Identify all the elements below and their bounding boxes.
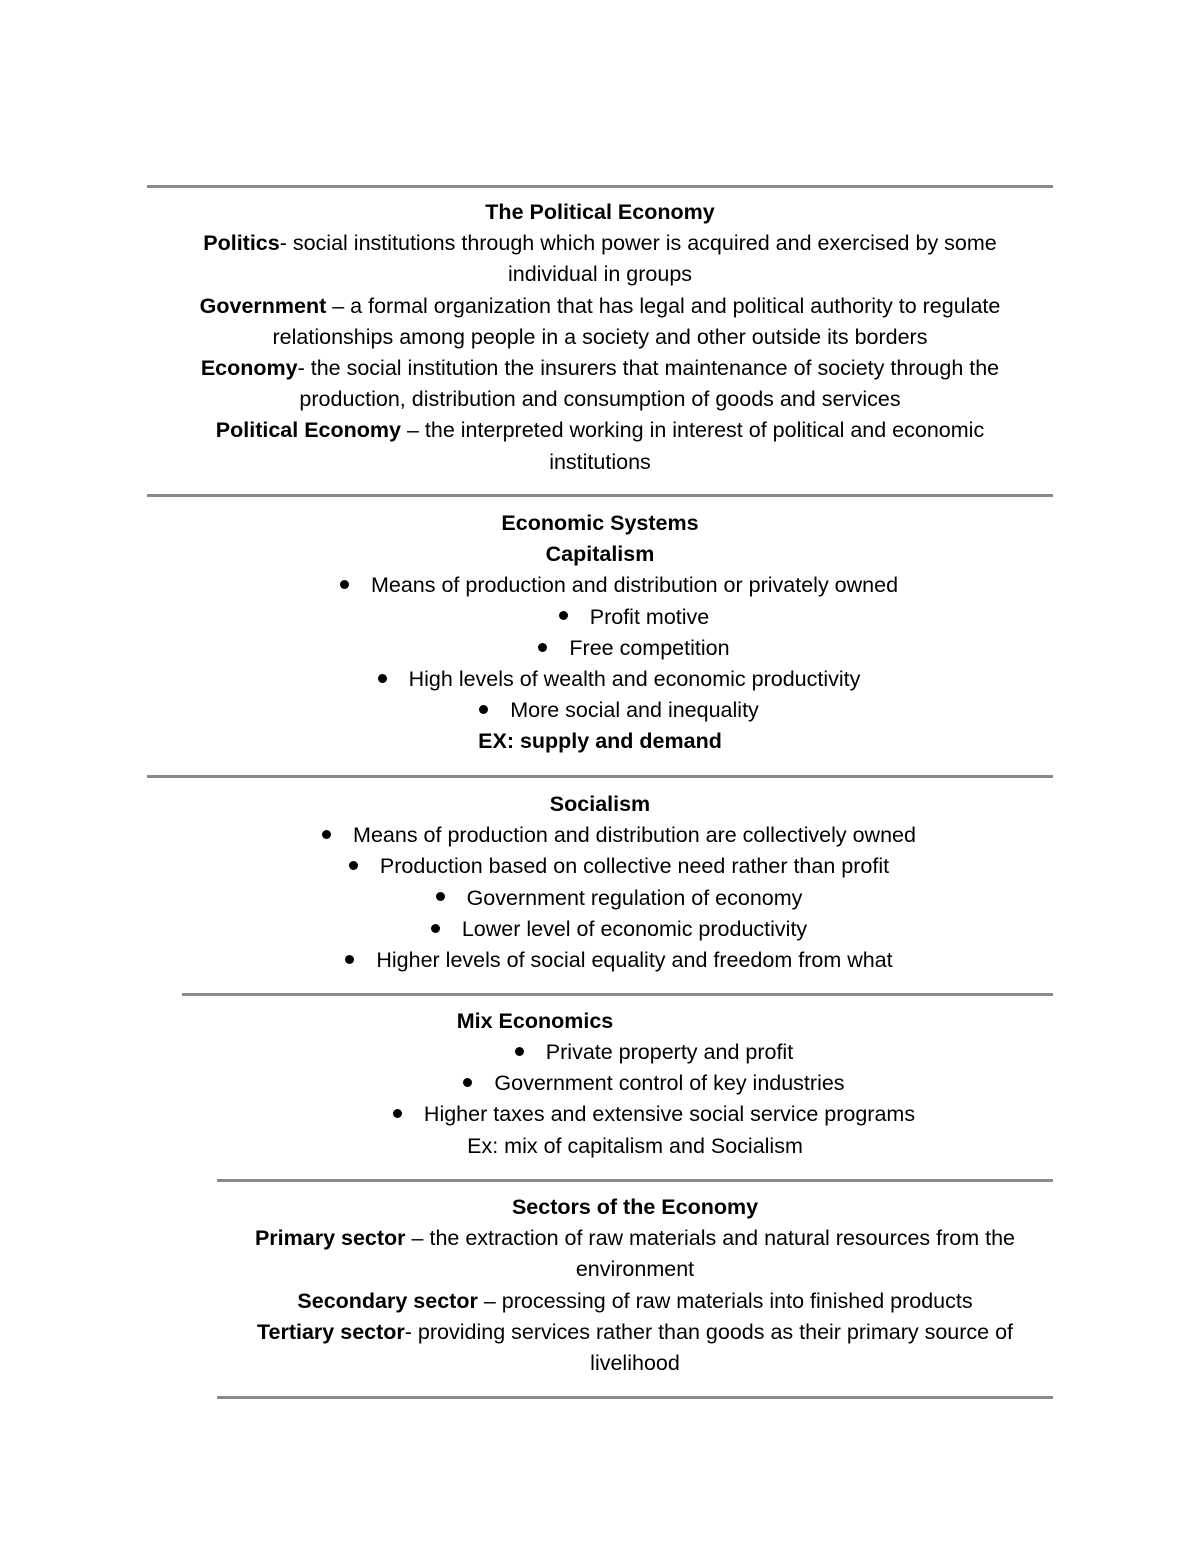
definition-term: Government: [199, 293, 327, 318]
divider-sectors-bottom: [217, 1396, 1053, 1399]
bullet-icon: [479, 705, 488, 714]
definition-text: – the extraction of raw materials and natural resources from the environment: [405, 1226, 1016, 1282]
section-subtitle: Capitalism: [545, 542, 655, 567]
list-item: [150, 664, 1050, 695]
list-item: [150, 633, 1050, 664]
bullet-icon: [322, 830, 331, 839]
list-item-text: Free competition: [569, 635, 730, 660]
bullet-icon: [436, 892, 445, 901]
bullet-icon: [349, 861, 358, 870]
definition-primary-sector: [217, 1223, 1053, 1285]
section-title: Socialism: [549, 792, 651, 816]
mix-economics-bullet-list: [185, 1037, 1085, 1131]
socialism-section: [150, 789, 1050, 976]
list-item: [150, 914, 1050, 945]
list-item: [150, 945, 1050, 976]
section-title: Sectors of the Economy: [511, 1195, 759, 1219]
list-item-text: Government control of key industries: [494, 1071, 845, 1096]
definition-term: Economy: [200, 356, 298, 381]
definition-government: [150, 291, 1050, 353]
list-item-text: Higher levels of social equality and freedom from what: [376, 948, 893, 973]
list-item: [185, 1099, 1085, 1130]
section-title: The Political Economy: [485, 200, 715, 224]
list-item: [150, 602, 1050, 633]
list-item: [150, 883, 1050, 914]
list-item-text: Private property and profit: [545, 1040, 794, 1064]
capitalism-bullet-list: [150, 570, 1050, 726]
list-item: [185, 1037, 1085, 1068]
definition-text: - providing services rather than goods as their primary source of livelihood: [404, 1319, 1014, 1376]
bullet-icon: [345, 955, 354, 964]
list-item-text: Production based on collective need rather than profit: [379, 854, 890, 879]
list-item-text: Government regulation of economy: [466, 885, 803, 910]
bullet-icon: [378, 674, 387, 683]
bullet-icon: [538, 643, 547, 652]
list-item-text: Higher taxes and extensive social service programs: [423, 1102, 916, 1127]
section-title: Economic Systems: [501, 511, 699, 535]
definition-text: - the social institution the insurers that maintenance of society through the production, distribution and consumption of goods and services: [297, 356, 1000, 412]
definition-term: Tertiary sector: [256, 1319, 405, 1344]
list-item-text: Means of production and distribution or privately owned: [370, 573, 899, 598]
political-economy-section: [150, 197, 1050, 478]
list-item-text: High levels of wealth and economic productivity: [408, 667, 861, 692]
mix-economics-section: [185, 1006, 1085, 1037]
divider-socialism-bottom: [182, 993, 1053, 996]
bullet-icon: [463, 1078, 472, 1087]
list-item-text: Means of production and distribution are collectively owned: [353, 823, 916, 848]
divider-capitalism-bottom: [147, 775, 1053, 778]
definition-text: – processing of raw materials into finished products: [477, 1288, 973, 1313]
definition-text: - social institutions through which power is acquired and exercised by some individual in groups: [279, 231, 997, 287]
bullet-icon: [559, 611, 568, 620]
divider-mix-bottom: [217, 1179, 1053, 1182]
divider-top: [147, 185, 1053, 188]
list-item: [185, 1068, 1085, 1099]
economic-systems-section: [150, 508, 1050, 758]
bullet-icon: [340, 580, 349, 589]
mix-economics-body: [185, 1037, 1085, 1162]
definition-politics: [150, 228, 1050, 290]
example-text: EX: supply and demand: [478, 729, 722, 754]
socialism-bullet-list: [150, 820, 1050, 976]
definition-secondary-sector: [217, 1286, 1053, 1317]
definition-political-economy: [150, 415, 1050, 477]
sectors-section: [217, 1192, 1053, 1379]
example-text: Ex: mix of capitalism and Socialism: [467, 1133, 803, 1158]
section-title: Mix Economics: [456, 1009, 614, 1033]
list-item-text: Profit motive: [589, 604, 710, 629]
bullet-icon: [431, 924, 440, 933]
bullet-icon: [515, 1047, 524, 1056]
list-item-text: More social and inequality: [510, 698, 759, 723]
definition-term: Political Economy: [215, 418, 401, 443]
list-item: [150, 570, 1050, 601]
list-item: [150, 695, 1050, 726]
definition-term: Politics: [203, 231, 280, 256]
divider-political-economy-bottom: [147, 494, 1053, 497]
definition-economy: [150, 353, 1050, 415]
bullet-icon: [393, 1109, 402, 1118]
definition-term: Secondary sector: [297, 1288, 478, 1313]
definition-tertiary-sector: [217, 1317, 1053, 1379]
list-item-text: Lower level of economic productivity: [461, 916, 808, 941]
definition-text: – a formal organization that has legal and political authority to regulate relationships among people in a society and other outside its borders: [272, 293, 1001, 349]
list-item: [150, 820, 1050, 851]
definition-text: – the interpreted working in interest of political and economic institutions: [400, 418, 985, 474]
definition-term: Primary sector: [254, 1226, 406, 1251]
list-item: [150, 851, 1050, 882]
